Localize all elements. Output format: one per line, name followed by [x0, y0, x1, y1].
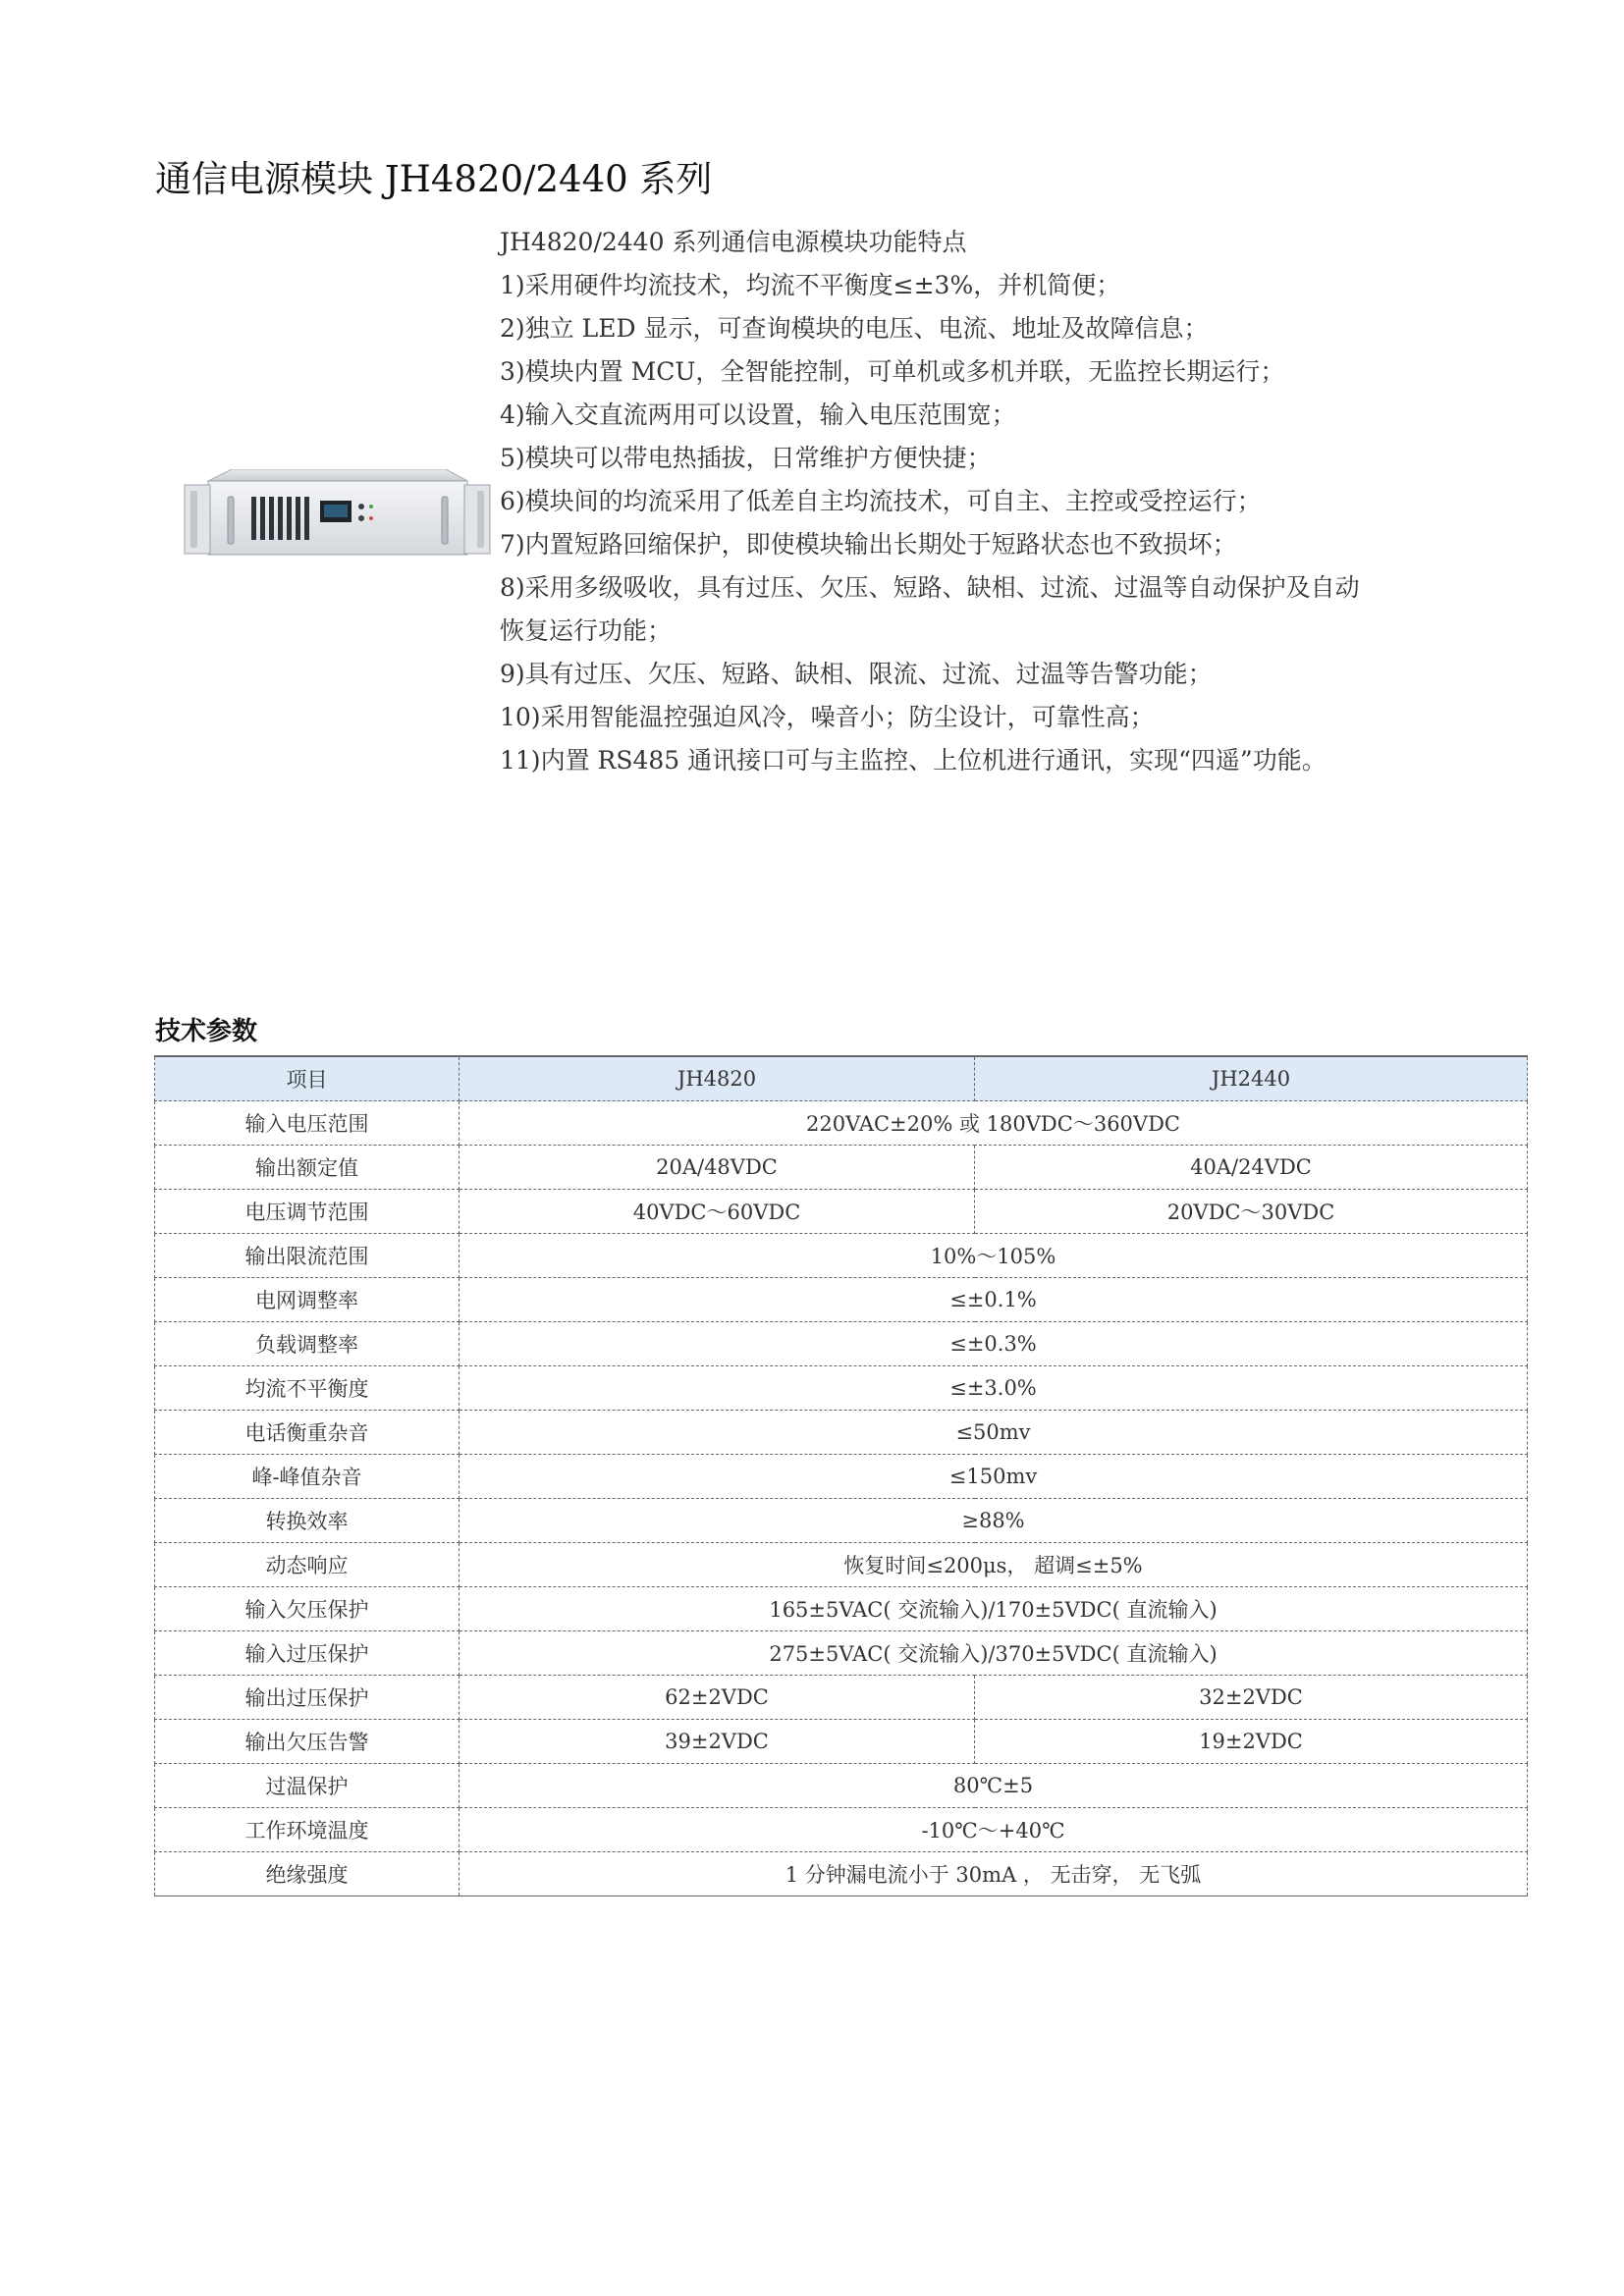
param-label: 均流不平衡度: [155, 1366, 460, 1411]
param-value-jh2440: 19±2VDC: [975, 1720, 1528, 1764]
param-value: ≤150mv: [460, 1455, 1528, 1499]
param-label: 电话衡重杂音: [155, 1411, 460, 1455]
param-value: 10%～105%: [460, 1234, 1528, 1278]
table-row: [155, 1278, 1528, 1322]
header-cell-jh4820: JH4820: [460, 1056, 975, 1101]
param-label: 电网调整率: [155, 1278, 460, 1322]
feature-item: 10)采用智能温控强迫风冷，噪音小；防尘设计，可靠性高；: [500, 703, 1155, 731]
param-value: 1 分钟漏电流小于 30mA ， 无击穿， 无飞弧: [460, 1852, 1528, 1896]
feature-item: 11)内置 RS485 通讯接口可与主监控、上位机进行通讯，实现“四遥”功能。: [500, 746, 1326, 774]
param-value: ≤±0.1%: [460, 1278, 1528, 1322]
param-value: 恢复时间≤200μs， 超调≤±5%: [460, 1543, 1528, 1587]
table-row: [155, 1764, 1528, 1808]
param-label: 峰-峰值杂音: [155, 1455, 460, 1499]
feature-heading: JH4820/2440 系列通信电源模块功能特点: [500, 228, 967, 256]
table-row: [155, 1631, 1528, 1676]
table-row: [155, 1852, 1528, 1896]
param-value: ≤50mv: [460, 1411, 1528, 1455]
table-row: [155, 1322, 1528, 1366]
table-row: [155, 1234, 1528, 1278]
feature-item: 3)模块内置 MCU，全智能控制，可单机或多机并联，无监控长期运行；: [500, 357, 1285, 386]
feature-item: 5)模块可以带电热插拔，日常维护方便快捷；: [500, 444, 992, 472]
table-row: [155, 1720, 1528, 1764]
param-label: 绝缘强度: [155, 1852, 460, 1896]
table-row: [155, 1676, 1528, 1720]
table-row: [155, 1146, 1528, 1190]
feature-item: 9)具有过压、欠压、短路、缺相、限流、过流、过温等告警功能；: [500, 660, 1213, 688]
param-value-jh2440: 20VDC～30VDC: [975, 1190, 1528, 1234]
specs-title: 技术参数: [155, 1017, 258, 1046]
param-label: 输入电压范围: [155, 1101, 460, 1146]
table-row: [155, 1411, 1528, 1455]
param-value-jh2440: 32±2VDC: [975, 1676, 1528, 1720]
param-value: -10℃～+40℃: [460, 1808, 1528, 1852]
table-row: [155, 1455, 1528, 1499]
param-value: 275±5VAC( 交流输入)/370±5VDC( 直流输入): [460, 1631, 1528, 1676]
feature-item: 4)输入交直流两用可以设置，输入电压范围宽；: [500, 400, 1016, 429]
page-title: 通信电源模块 JH4820/2440 系列: [155, 158, 713, 200]
param-label: 输入过压保护: [155, 1631, 460, 1676]
param-value: 220VAC±20% 或 180VDC～360VDC: [460, 1101, 1528, 1146]
param-label: 输出过压保护: [155, 1676, 460, 1720]
table-row: [155, 1190, 1528, 1234]
table-row: [155, 1499, 1528, 1543]
table-row: [155, 1366, 1528, 1411]
param-label: 输出欠压告警: [155, 1720, 460, 1764]
param-label: 电压调节范围: [155, 1190, 460, 1234]
param-value: ≥88%: [460, 1499, 1528, 1543]
param-value-jh4820: 39±2VDC: [460, 1720, 975, 1764]
feature-item: 8)采用多级吸收，具有过压、欠压、短路、缺相、过流、过温等自动保护及自动: [500, 573, 1360, 602]
power-module-image: [183, 469, 492, 559]
feature-item: 6)模块间的均流采用了低差自主均流技术，可自主、主控或受控运行；: [500, 487, 1262, 515]
param-label: 过温保护: [155, 1764, 460, 1808]
param-value-jh4820: 20A/48VDC: [460, 1146, 975, 1190]
param-value-jh2440: 40A/24VDC: [975, 1146, 1528, 1190]
param-label: 输出限流范围: [155, 1234, 460, 1278]
param-label: 动态响应: [155, 1543, 460, 1587]
feature-item: 1)采用硬件均流技术，均流不平衡度≤±3%，并机简便；: [500, 271, 1121, 299]
feature-list: [500, 221, 1560, 782]
specs-table: [154, 1055, 1528, 1896]
feature-item-continued: 恢复运行功能；: [500, 616, 673, 645]
param-value: 165±5VAC( 交流输入)/170±5VDC( 直流输入): [460, 1587, 1528, 1631]
param-value: ≤±3.0%: [460, 1366, 1528, 1411]
param-value: ≤±0.3%: [460, 1322, 1528, 1366]
param-value-jh4820: 40VDC～60VDC: [460, 1190, 975, 1234]
table-row: [155, 1587, 1528, 1631]
feature-item: 7)内置短路回缩保护，即使模块输出长期处于短路状态也不致损坏；: [500, 530, 1237, 559]
param-label: 工作环境温度: [155, 1808, 460, 1852]
table-row: [155, 1543, 1528, 1587]
param-label: 输出额定值: [155, 1146, 460, 1190]
table-header-row: [155, 1056, 1528, 1101]
param-label: 负载调整率: [155, 1322, 460, 1366]
header-cell-item: 项目: [155, 1056, 460, 1101]
table-row: [155, 1808, 1528, 1852]
feature-item: 2)独立 LED 显示，可查询模块的电压、电流、地址及故障信息；: [500, 314, 1209, 343]
table-row: [155, 1101, 1528, 1146]
param-value: 80℃±5: [460, 1764, 1528, 1808]
param-value-jh4820: 62±2VDC: [460, 1676, 975, 1720]
param-label: 输入欠压保护: [155, 1587, 460, 1631]
header-cell-jh2440: JH2440: [975, 1056, 1528, 1101]
param-label: 转换效率: [155, 1499, 460, 1543]
